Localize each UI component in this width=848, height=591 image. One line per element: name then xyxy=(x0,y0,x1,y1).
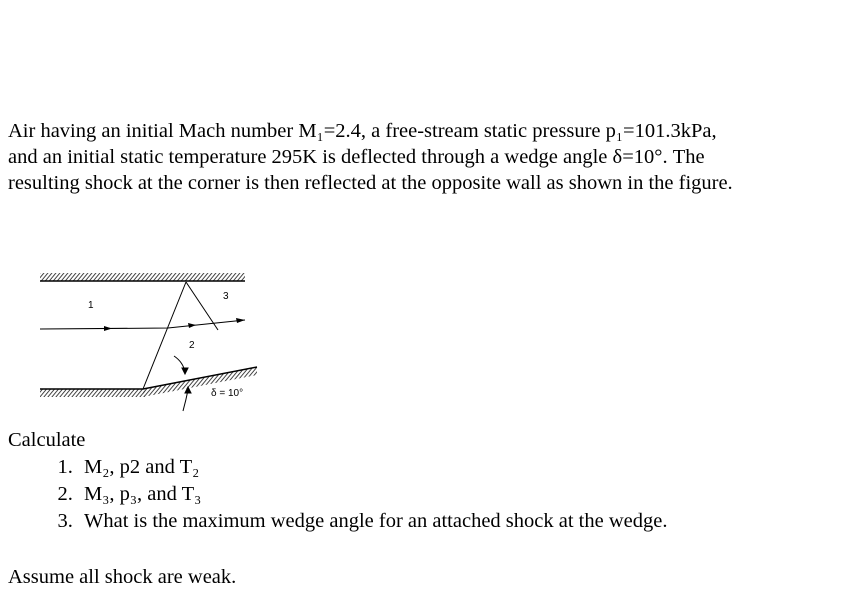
problem-line: and an initial static temperature 295K is deflected through a wedge angle δ=10°. The xyxy=(8,146,705,168)
wedge-angle-label: δ = 10° xyxy=(211,388,244,399)
reflected-shock xyxy=(186,282,218,330)
assumption-text: Assume all shock are weak. xyxy=(8,566,237,588)
question-item: 2. M₃, p₃, and T₃ xyxy=(78,481,667,508)
region-3-label: 3 xyxy=(223,291,229,302)
region-1-label: 1 xyxy=(88,300,94,311)
question-list xyxy=(8,454,667,535)
problem-line: resulting shock at the corner is then reflected at the opposite wall as shown in the figure. xyxy=(8,172,733,194)
calculate-heading: Calculate xyxy=(8,429,86,451)
question-item: 3. What is the maximum wedge angle for an attached shock at the wedge. xyxy=(78,508,667,535)
incident-shock xyxy=(143,282,186,389)
question-item: 1. M₂, p2 and T₂ xyxy=(78,454,667,481)
region-2-label: 2 xyxy=(189,340,195,351)
problem-line: Air having an initial Mach number M₁=2.4, a free-stream static pressure p₁=101.3kPa, xyxy=(8,120,717,142)
upper-wall xyxy=(40,273,245,281)
